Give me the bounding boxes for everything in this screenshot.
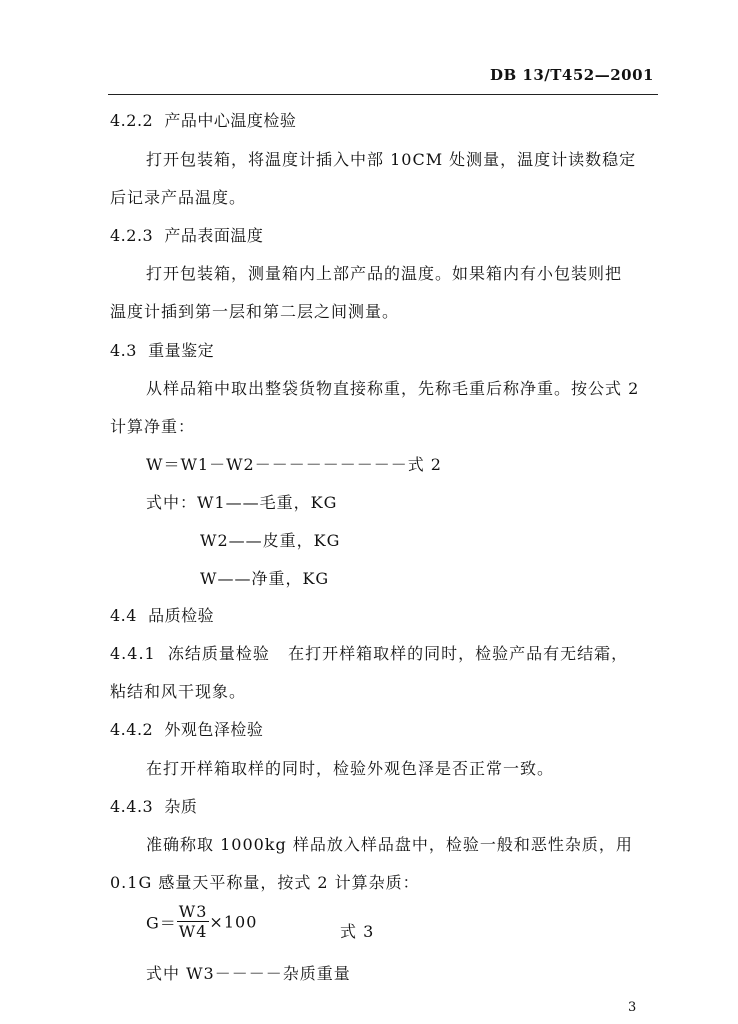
formula-definition: W2——皮重，KG <box>200 531 341 550</box>
formula-definition: 式中 W3－－－－杂质重量 <box>146 964 351 983</box>
paragraph-text: 在打开样箱取样的同时，检验产品有无结霜， <box>288 644 629 663</box>
fraction <box>177 904 210 940</box>
fraction-numerator: W3 <box>178 902 208 921</box>
section-title: 产品中心温度检验 <box>164 111 297 130</box>
header-rule <box>108 94 658 95</box>
paragraph-line: 准确称取 1000kg 样品放入样品盘中，检验一般和恶性杂质，用 <box>146 835 633 854</box>
section-heading-4-2-3 <box>110 223 263 246</box>
paragraph-line: 从样品箱中取出整袋货物直接称重，先称毛重后称净重。按公式 2 <box>146 379 640 398</box>
section-number: 4.2.3 <box>110 226 154 245</box>
section-heading-4-4-1 <box>110 641 628 664</box>
section-title: 冻结质量检验 <box>167 644 270 663</box>
standard-code: DB 13/T452—2001 <box>490 66 654 84</box>
formula-definition: 式中：W1——毛重，KG <box>146 493 338 512</box>
section-title: 品质检验 <box>148 606 215 625</box>
section-number: 4.4.1 <box>110 644 156 663</box>
page-number: 3 <box>628 1000 637 1015</box>
net-weight-formula: W＝W1－W2－－－－－－－－－式 2 <box>146 455 442 474</box>
formula-label: 式 3 <box>340 922 375 941</box>
paragraph-line: 后记录产品温度。 <box>110 188 247 207</box>
section-number: 4.4.3 <box>110 797 154 816</box>
fraction-denominator: W4 <box>178 922 208 941</box>
impurity-formula <box>146 904 257 940</box>
paragraph-line: 打开包装箱，测量箱内上部产品的温度。如果箱内有小包装则把 <box>146 264 623 283</box>
section-title: 杂质 <box>164 797 198 816</box>
section-title: 外观色泽检验 <box>164 720 264 739</box>
paragraph-line: 计算净重： <box>110 417 196 436</box>
section-heading-4-2-2 <box>110 108 296 131</box>
section-number: 4.4.2 <box>110 720 154 739</box>
section-heading-4-4-3 <box>110 794 197 817</box>
paragraph-line: 打开包装箱，将温度计插入中部 10CM 处测量，温度计读数稳定 <box>146 150 637 169</box>
paragraph-line: 粘结和风干现象。 <box>110 682 247 701</box>
paragraph-line: 0.1G 感量天平称量，按式 2 计算杂质： <box>110 873 420 892</box>
section-heading-4-4-2 <box>110 717 263 740</box>
formula-lhs: G＝ <box>146 913 177 933</box>
section-title: 重量鉴定 <box>148 341 215 360</box>
section-number: 4.4 <box>110 606 137 625</box>
section-title: 产品表面温度 <box>164 226 264 245</box>
section-heading-4-4 <box>110 603 214 626</box>
formula-rhs: ×100 <box>209 912 258 932</box>
formula-definition: W——净重，KG <box>200 569 330 588</box>
paragraph-line: 在打开样箱取样的同时，检验外观色泽是否正常一致。 <box>146 759 555 778</box>
section-number: 4.2.2 <box>110 111 154 130</box>
section-heading-4-3 <box>110 338 214 361</box>
section-number: 4.3 <box>110 341 137 360</box>
paragraph-line: 温度计插到第一层和第二层之间测量。 <box>110 302 400 321</box>
